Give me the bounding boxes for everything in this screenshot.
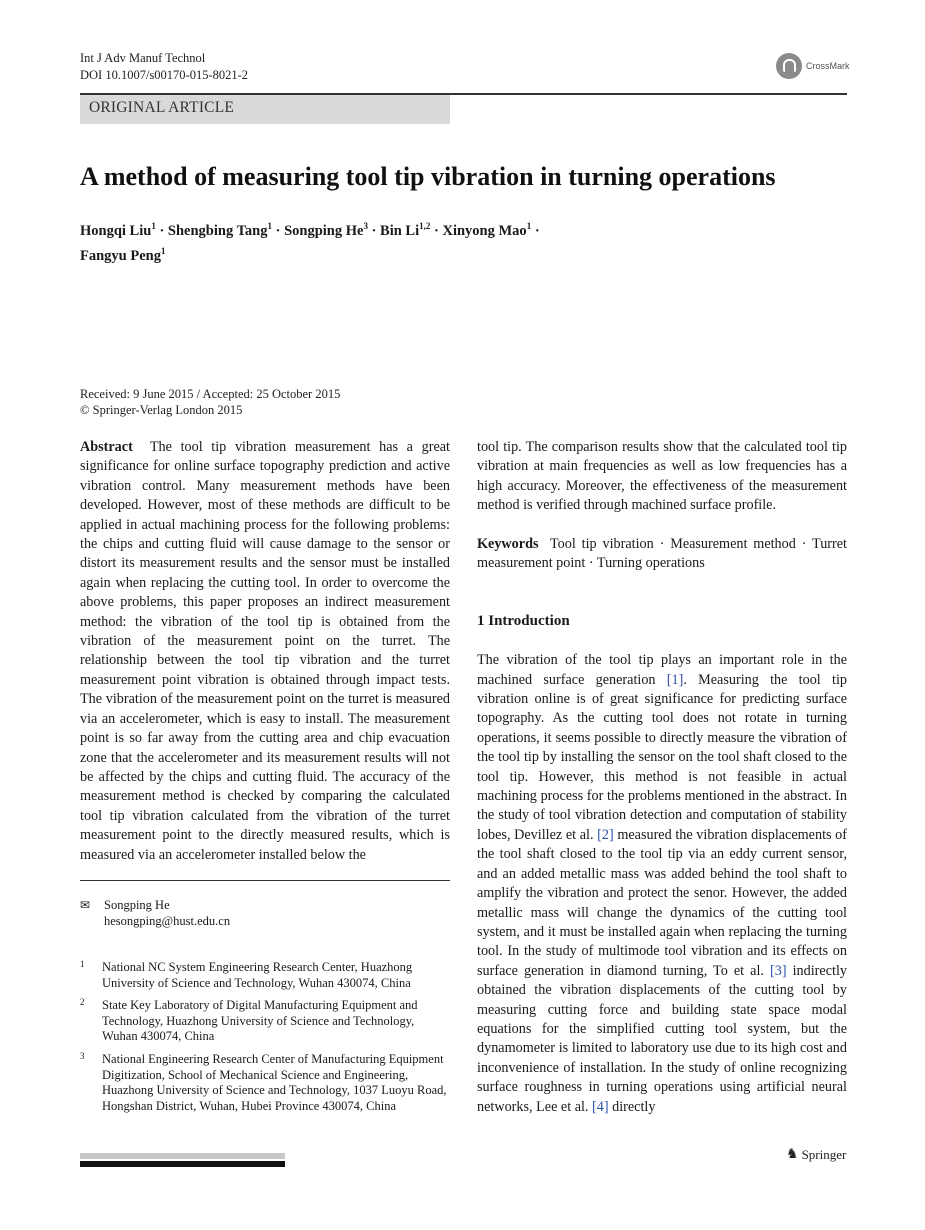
- publisher-name: Springer: [801, 1146, 847, 1162]
- article-type: ORIGINAL ARTICLE: [89, 99, 235, 116]
- author[interactable]: Songping He$^3$: [284, 221, 368, 239]
- footnote-rule: [80, 880, 450, 881]
- abstract-text: The tool tip vibration measurement has a great significance for online surface topography prediction and active vibration control. Many measurement methods have been developed. However, most of these methods are difficult to be applied in actual machining process for the following problems: the chips and cutting fluid will cause damage to the sensor or distort its measurement results and the sensor must be installed again when replacing the cutting tool. In order to overcome the above problems, this paper proposes an indirect measurement method: the vibration of the tool tip is obtained from the vibration of the measurement point on the turret. The relationship between the tool tip vibration and the turret measurement point vibration is obtained through impact tests. The vibration of the measurement point on the turret is measured via an accelerometer, which is easy to install. The measurement point is so far away from the cutting area and chip evacuation zone that the accelerometer and its measurement results will not be affected by the chips and cutting fluid. The accuracy of the measurement method is checked by comparing the calculated tool tip vibration calculated from the vibration of the turret measurement point to the directly measured results, which is measured via an accelerometer installed below the: [80, 439, 450, 863]
- copyright: © Springer-Verlag London 2015: [80, 403, 243, 417]
- affiliation-text: State Key Laboratory of Digital Manufacturing Equipment and Technology, Huazhong University of Science and Technology, Wuhan 430074, China: [102, 998, 418, 1043]
- affiliation: [80, 960, 452, 991]
- affiliation-number: 2: [80, 997, 85, 1007]
- affiliation: [80, 1052, 452, 1114]
- citation-link[interactable]: [2]: [597, 826, 614, 843]
- author[interactable]: Shengbing Tang$^1$: [167, 221, 272, 239]
- keywords-label: Keywords: [477, 536, 539, 553]
- springer-horse-icon: ♞: [786, 1147, 799, 1162]
- article-dates: [80, 386, 340, 418]
- crossmark-badge[interactable]: [776, 53, 850, 79]
- received-accepted: Received: 9 June 2015 / Accepted: 25 October 2015: [80, 387, 341, 401]
- introduction-text: The vibration of the tool tip plays an important role in the machined surface generation [1]. Measuring the tool tip vibration online is of great significance for predicting surface topography. As the cutting tool does not rotate in turning operations, it seems possible to directly measure the vibration of the tool tip by installing the sensor on the tool shaft closed to the tool tip. However, this method is not feasible in actual machining process for the problems mentioned in the abstract. In the study of tool vibration detection and computation of stability lobes, Devillez et al. [2] measured the vibration displacements of the tool shaft closed to the tool tip via an eddy current sensor, and an added metallic mass was added behind the tool shaft to amplify the vibration and protect the senor. However, the added metallic mass will change the dynamics of the cutting tool system, and it must be installed again when replacing the turning tool. In the study of multimode tool vibration and its effects on surface generation in diamond turning, To et al. [3] indirectly obtained the vibration displacements of the cutting tool by measuring cutting force and building state space modal equations for the simplified cutting tool system, but the dynamometer is limited to laboratory use due to its high cost and inconvenience of installation. In the study of online recognizing surface roughness in turning operations using artificial neural networks, Lee et al. [4] directly: [477, 652, 847, 1115]
- keywords-block: [477, 535, 847, 574]
- crossmark-label: CrossMark: [806, 61, 850, 71]
- author[interactable]: Xinyong Mao$^1$: [442, 221, 532, 239]
- journal-name: Int J Adv Manuf Technol: [80, 51, 206, 65]
- abstract-label: Abstract: [80, 439, 133, 455]
- corresponding-email[interactable]: hesongping@hust.edu.cn: [104, 914, 231, 928]
- author[interactable]: Fangyu Peng$^1$: [80, 245, 166, 264]
- abstract-column-left: [80, 438, 450, 865]
- keywords-text: Tool tip vibration · Measurement method · Turret measurement point · Turning operations: [477, 536, 847, 572]
- correspondence: [80, 897, 450, 929]
- abstract-continued: tool tip. The comparison results show that the calculated tool tip vibration at main frequencies as well as low frequencies has a high accuracy. Moreover, the effectiveness of the measurement method is verified through machined surface profile.: [477, 439, 847, 514]
- publisher-logo: [786, 1146, 846, 1163]
- journal-info: [80, 50, 248, 84]
- affiliation-text: National NC System Engineering Research Center, Huazhong University of Science and Technology, Wuhan 430074, China: [102, 960, 413, 990]
- paper-title: A method of measuring tool tip vibration in turning operations: [80, 162, 776, 191]
- envelope-icon: ✉: [80, 898, 91, 912]
- author[interactable]: Bin Li$^{1,2}$: [380, 221, 431, 239]
- affiliation-number: 3: [80, 1051, 85, 1061]
- author-list: Hongqi Liu$^1$ · Shengbing Tang$^1$ · Songping $He^3$ · Bin Li$^{1,2}$ · Xinyong Mao$^1$ · Fangyu Peng$^1$: [80, 221, 540, 264]
- right-column: [477, 438, 847, 1117]
- section-heading-introduction: 1 Introduction: [477, 612, 570, 629]
- author[interactable]: Hongqi Liu$^1$: [80, 221, 156, 239]
- affiliation-text: National Engineering Research Center of Manufacturing Equipment Digitization, School of Mechanical Science and Engineering, Huazhong University of Science and Technology, 1037 Luoyu Road, Hongshan District, Wuhan, Hubei Province 430074, China: [102, 1052, 447, 1113]
- corresponding-author: Songping He: [104, 898, 170, 912]
- barcode-strip: [80, 1153, 285, 1167]
- citation-link[interactable]: [1]: [666, 671, 684, 688]
- doi: DOI 10.1007/s00170-015-8021-2: [80, 68, 249, 82]
- crossmark-icon: [776, 53, 802, 79]
- citation-link[interactable]: [3]: [770, 962, 787, 979]
- affiliation: [80, 998, 452, 1045]
- affiliation-number: 1: [80, 959, 85, 969]
- citation-link[interactable]: [4]: [592, 1098, 609, 1115]
